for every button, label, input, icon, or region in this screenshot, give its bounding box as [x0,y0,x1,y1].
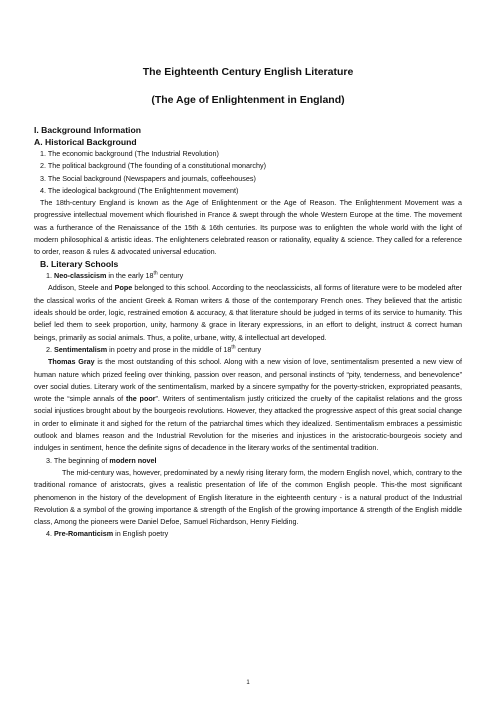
item-number: 4. [46,529,54,539]
term-pre-romanticism: Pre-Romanticism [54,529,114,539]
subsection-heading-literary-schools: B. Literary Schools [40,258,119,269]
page-number: 1 [246,680,250,686]
ordinal-suffix: th [231,344,236,351]
item-text: 3. The beginning of [46,455,110,465]
list-item: 4. The ideological background (The Enlightenment movement) [40,185,239,195]
document-subtitle: (The Age of Enlightenment in England) [151,94,345,106]
list-item: 3. The Social background (Newspapers and journals, coffeehouses) [40,173,256,183]
paragraph-text: is the most outstanding of this school. Along with a new vision of love, sentimentalism presented a new view of human nature which prized feeling over thinking, passion over reason, and personal instincts of “pity, tenderness, and benevolence” over social duties. Literary work of the sentimentalism, marked by a sincere sympathy for the poverty-stricken, expropriated peasants, wrote the “simple annals of [34,357,462,404]
list-item-pre-romanticism [34,528,462,540]
item-text: in English poetry [113,529,169,539]
document-body [34,125,462,541]
term-sentimentalism: Sentimentalism [54,344,108,354]
list-item-modern-novel [34,455,462,467]
paragraph-modern-novel: The mid-century was, however, predominated by a newly rising literary form, the modern English novel, which, contrary to the traditional romance of aristocrats, gives a realistic presentation of life of the common English people. This-the most significant phenomenon in the history of the development of English literature in the eighteenth century - is a natural product of the Industrial Revolution & a symbol of the growing importance & strength of the English of the growing importance & strength of the English middle class, Among the pioneers were Daniel Defoe, Samuel Richardson, Henry Fielding. [34,467,462,527]
document-title: The Eighteenth Century English Literature [142,66,354,78]
paragraph-text: ”. Writers of sentimentalism justly criticized the cruelty of the capitalist relations and the gross social injustices brought about by the bourgeois revolutions. However, they attacked the progressive aspect of this great social change in order to eliminate it and sighed for the return of the patriarchal times which they idealized. Sentimentalism embraces a pessimistic outlook and blames reason and the Industrial Revolution for the miseries and injustices in the aristocratic-bourgeois society and indulges in sentiment, hence the definite signs of decadence in the literary works of the sentimental tradition. [34,394,462,453]
paragraph-enlightenment: The 18th-century England is known as the Age of Enlightenment or the Age of Reason. The Enlightenment Movement was a progressive intellectual movement which flourished in France & swept through the whole Western Europe at the time. The movement was a furtherance of the Renaissance of the 15th & 16th centuries. Its purpose was to enlighten the whole world with the light of modern philosophical & artistic ideas. The enlighteners celebrated reason or rationality, equality & science. They called for a reference to order, reason & rules & advocated universal education. [34,198,462,257]
item-text: century [157,271,184,281]
item-number: 1. [46,271,54,281]
term-modern-novel: modern novel [109,455,157,465]
term-neoclassicism: Neo-classicism [54,271,107,281]
term-pope: Pope [114,283,133,293]
list-item: 1. The economic background (The Industrial Revolution) [40,149,219,158]
ordinal-suffix: th [153,270,158,277]
term-thomas-gray: Thomas Gray [48,357,95,367]
item-text: in poetry and prose in the middle of 18 [107,344,232,354]
paragraph-sentimentalism [34,356,462,454]
list-item-neoclassicism [34,270,462,282]
item-number: 2. [46,344,54,354]
paragraph-text: Addison, Steele and [48,283,115,293]
item-text: in the early 18 [106,271,154,281]
paragraph-text: belonged to this school. According to the neoclassicists, all forms of literature were to be modeled after the classical works of the ancient Greek & Roman writers & those of the contemporary French ones. They believed that the artistic ideals should be order, logic, restrained emotion & accuracy, & that literature should be judged in terms of its service to humanity. This belief led them to seek proportion, unity, harmony & grace in literary expressions, in an effort to delight, instruct & correct human beings, primarily as social animals. Thus, a polite, urbane, witty, & intellectual art developed. [34,283,462,342]
list-item: 2. The political background (The founding of a constitutional monarchy) [40,161,267,171]
paragraph-neoclassicism [34,282,462,343]
term-the-poor: the poor [125,394,156,404]
list-item-sentimentalism [34,344,462,356]
section-heading-background: I. Background Information [34,125,141,135]
subsection-heading-historical: A. Historical Background [34,136,137,147]
item-text: century [235,344,262,354]
